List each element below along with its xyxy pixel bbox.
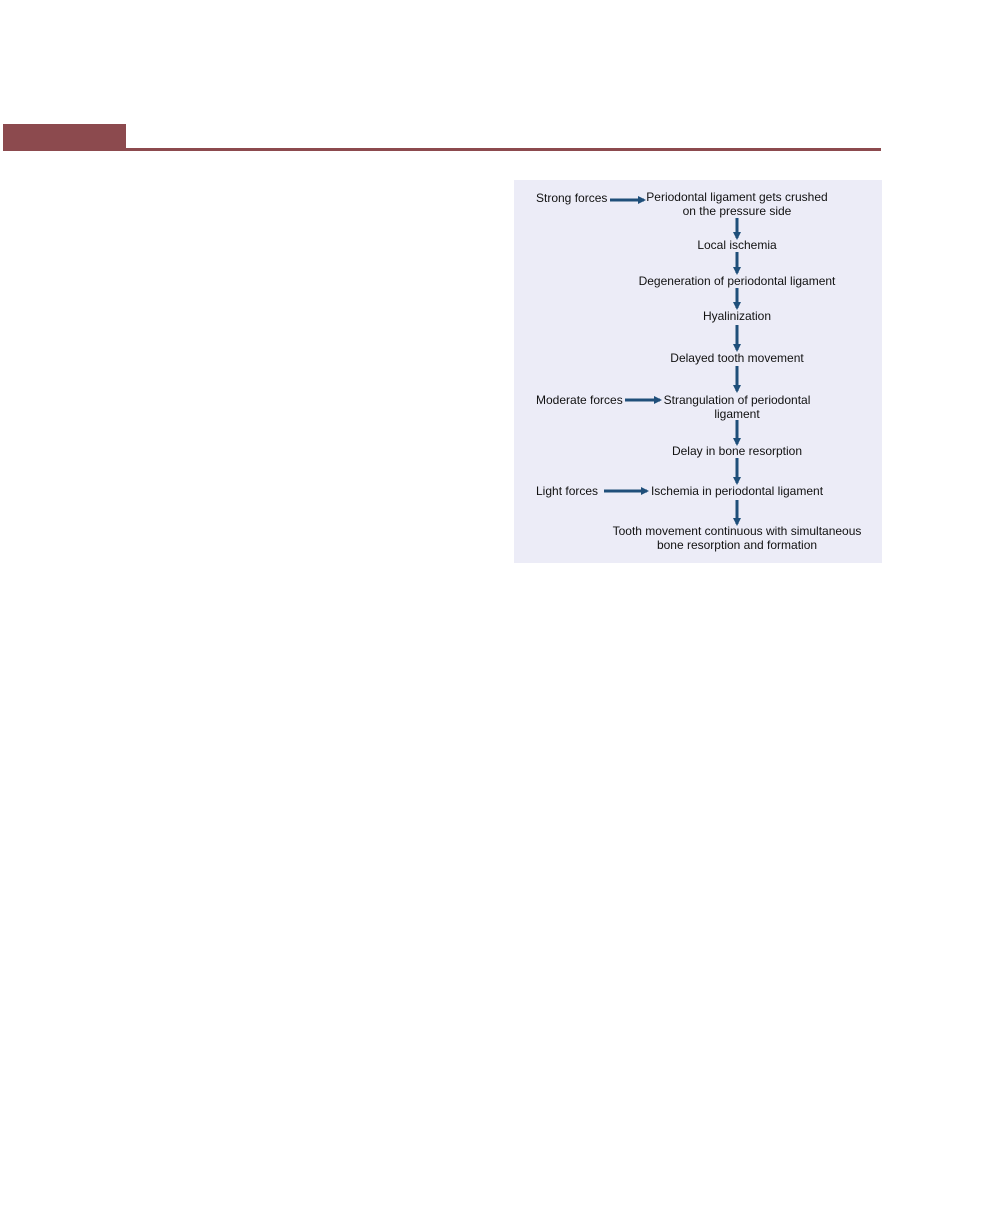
node-continuous-line2: bone resorption and formation [656, 538, 818, 552]
node-pdl-crushed-line1: Periodontal ligament gets crushed [646, 190, 828, 204]
chapter-header-rule [3, 148, 881, 151]
node-pdl-crushed-line2: on the pressure side [682, 204, 792, 218]
node-strangulation-line1: Strangulation of periodontal [663, 393, 811, 407]
node-strangulation-line2: ligament [714, 407, 760, 421]
node-continuous-line1: Tooth movement continuous with simultaneous [612, 524, 862, 538]
node-delay-resorption: Delay in bone resorption [671, 444, 803, 458]
chapter-header-tab [3, 124, 126, 150]
node-light-forces: Light forces [536, 484, 599, 498]
node-degeneration: Degeneration of periodontal ligament [638, 274, 836, 288]
node-delayed-movement: Delayed tooth movement [670, 351, 804, 365]
chapter-header-bar [3, 124, 881, 152]
node-moderate-forces: Moderate forces [536, 393, 623, 407]
node-local-ischemia: Local ischemia [697, 238, 777, 252]
node-strong-forces: Strong forces [536, 191, 608, 205]
node-ischemia-pdl: Ischemia in periodontal ligament [650, 484, 824, 498]
force-response-flowchart [514, 180, 882, 563]
node-hyalinization: Hyalinization [702, 309, 772, 323]
